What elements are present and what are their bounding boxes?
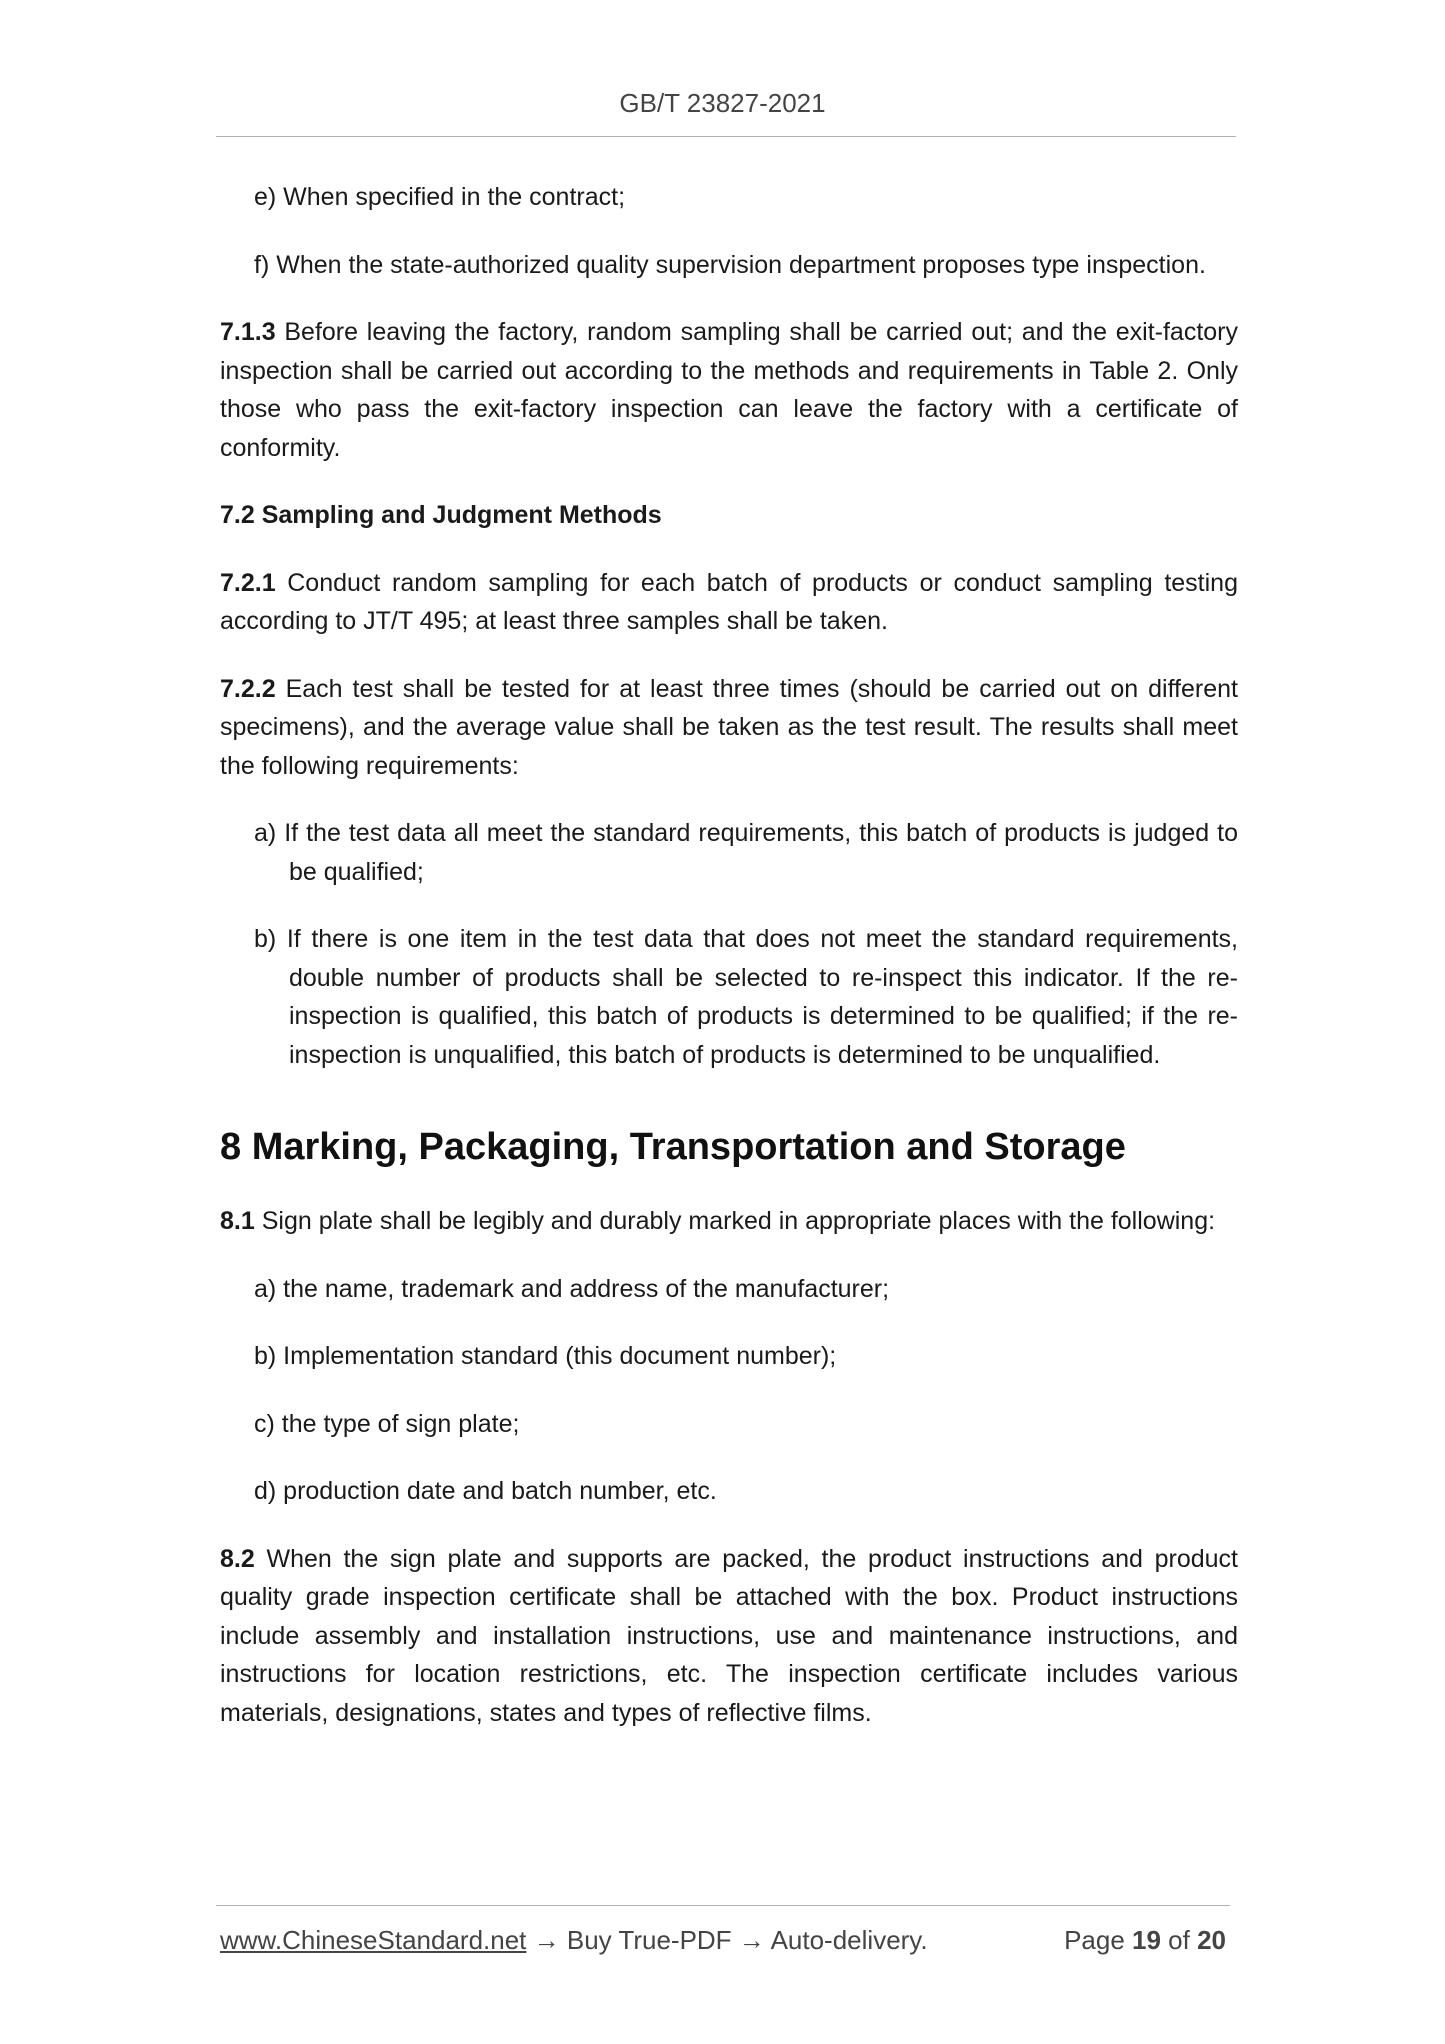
clause-number: 7.1.3 [220, 318, 276, 346]
document-body [220, 178, 1238, 1761]
paragraph [220, 1540, 1238, 1733]
section-heading: 8 Marking, Packaging, Transportation and Storage [220, 1126, 1126, 1168]
paragraph [220, 1202, 1238, 1241]
paragraph [220, 313, 1238, 467]
list-item: a) the name, trademark and address of the manufacturer; [254, 1274, 890, 1303]
page-indicator [1064, 1925, 1226, 1956]
page-total: 20 [1197, 1925, 1226, 1955]
paragraph-text: Conduct random sampling for each batch of products or conduct sampling testing according to JT/T 495; at least three samples shall be taken. [220, 568, 1238, 635]
paragraph-text: Before leaving the factory, random sampling shall be carried out; and the exit-factory inspection shall be carried out according to the methods and requirements in Table 2. Only those who pass the exit-factory inspection can leave the factory with a certificate of conformity. [220, 318, 1238, 462]
list-item: a) If the test data all meet the standard requirements, this batch of products is judged to be qualified; [254, 819, 1238, 886]
clause-number: 8.1 [220, 1207, 255, 1235]
list-item: e) When specified in the contract; [254, 183, 626, 211]
footer-divider [216, 1905, 1230, 1906]
website-link[interactable]: www.ChineseStandard.net [220, 1925, 527, 1955]
list-item: c) the type of sign plate; [254, 1409, 520, 1438]
page-label: Page [1064, 1925, 1133, 1955]
list-item: b) If there is one item in the test data that does not meet the standard requirements, double number of products shall be selected to re-inspect this indicator. If the re-inspection is qualified, this batch of products is determined to be qualified; if the re-inspection is unqualified, this batch of products is determined to be unqualified. [254, 925, 1238, 1069]
paragraph-text: Sign plate shall be legibly and durably marked in appropriate places with the following: [254, 1207, 1216, 1235]
clause-number: 7.2.2 [220, 674, 276, 703]
header-divider [216, 136, 1236, 137]
page-footer [220, 1925, 1230, 1956]
paragraph-text: Each test shall be tested for at least three times (should be carried out on different specimens), and the average value shall be taken as the test result. The results shall meet the following requirements: [220, 674, 1238, 780]
of-label: of [1160, 1925, 1198, 1955]
paragraph [220, 670, 1238, 786]
clause-number: 7.2.1 [220, 568, 276, 597]
footer-promo: → Buy True-PDF → Auto-delivery. [526, 1925, 928, 1955]
list-item: d) production date and batch number, etc. [254, 1477, 717, 1505]
list-item: f) When the state-authorized quality supervision department proposes type inspection. [254, 250, 1206, 279]
paragraph [220, 564, 1238, 641]
list-item: b) Implementation standard (this document number); [254, 1342, 837, 1370]
section-subheading: 7.2 Sampling and Judgment Methods [220, 501, 662, 529]
clause-number: 8.2 [220, 1544, 255, 1573]
page-header: GB/T 23827-2021 [619, 88, 826, 118]
page-number: 19 [1132, 1925, 1161, 1955]
paragraph-text: When the sign plate and supports are packed, the product instructions and product quality grade inspection certificate shall be attached with the box. Product instructions include assembly and installation instructions, use and maintenance instructions, and instructions for location restrictions, etc. The inspection certificate includes various materials, designations, states and types of reflective films. [220, 1544, 1238, 1727]
